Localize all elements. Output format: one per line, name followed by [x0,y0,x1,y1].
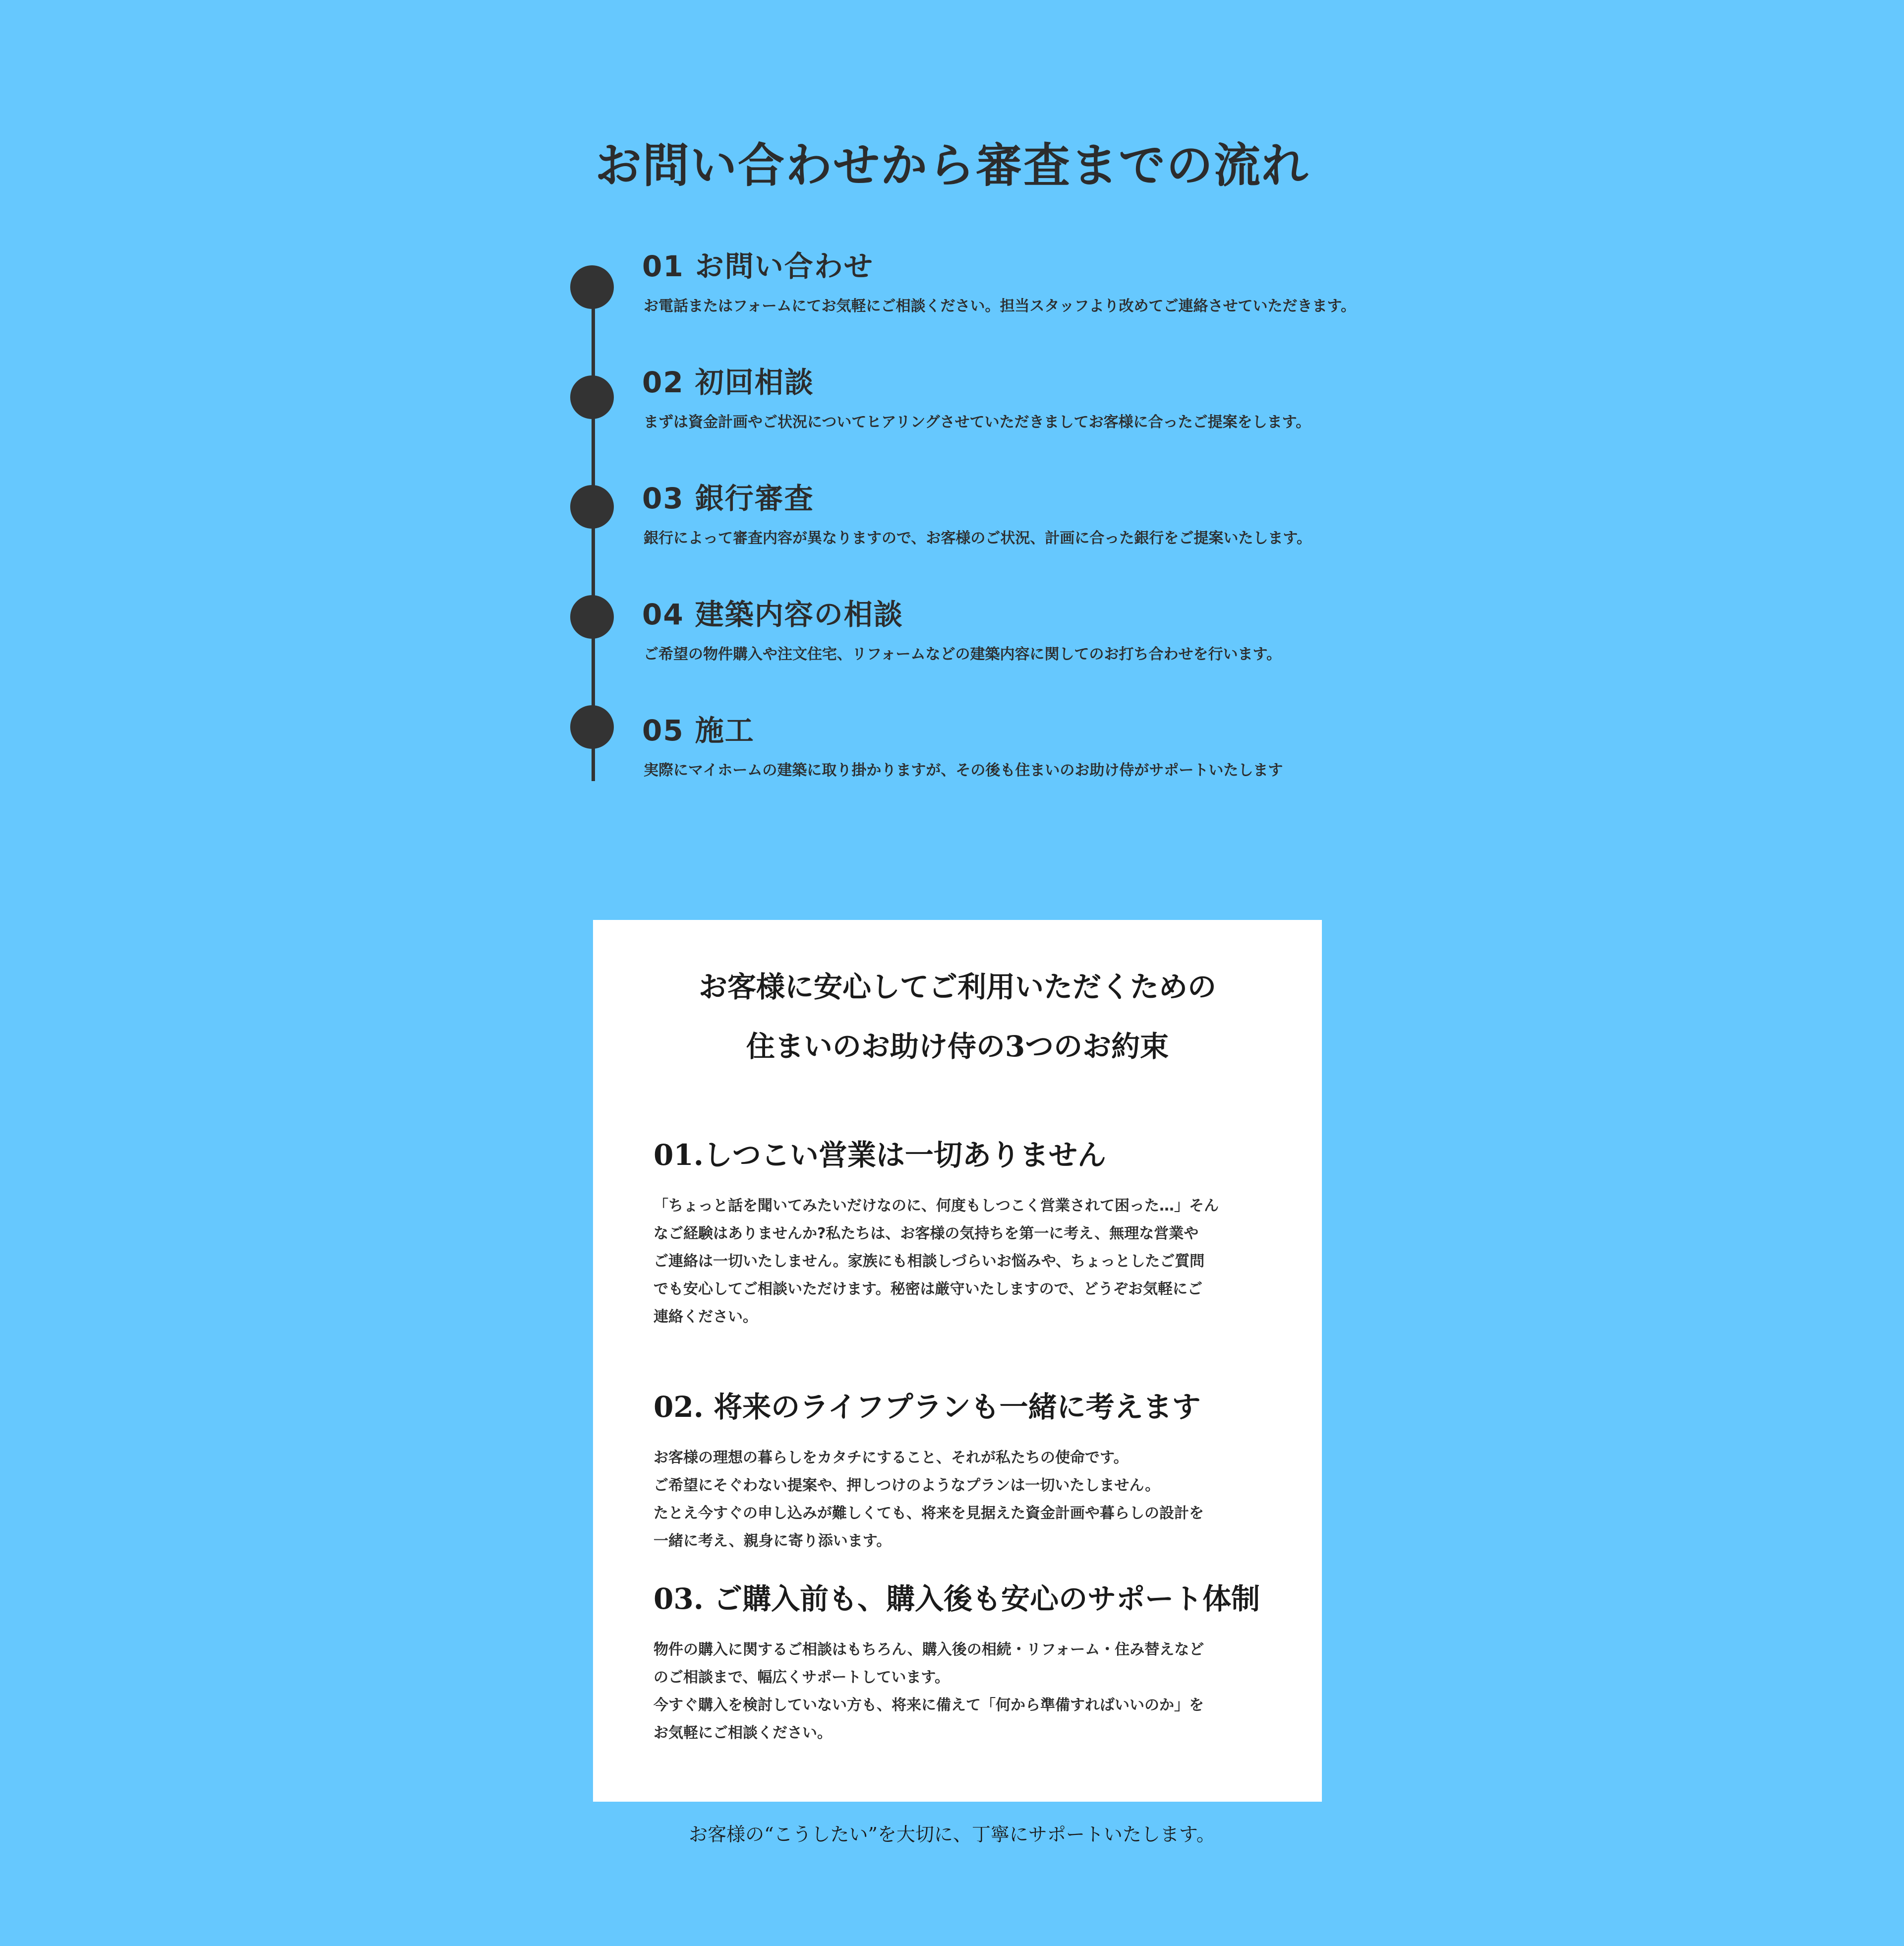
promise-text-line: 物件の購入に関するご相談はもちろん、購入後の相続・リフォーム・住み替えなど [654,1641,1204,1658]
step-title [642,475,814,517]
step-marker-dot [570,375,614,419]
step-description: お電話またはフォームにてお気軽にご相談ください。担当スタッフより改めてご連絡させていただきます。 [644,298,1356,315]
step-description: ご希望の物件購入や注文住宅、リフォームなどの建築内容に関してのお打ち合わせを行います。 [644,646,1282,663]
promise-text [654,1444,1263,1555]
promise-text-line: ご希望にそぐわない提案や、押しつけのようなプランは一切いたしません。 [654,1477,1160,1494]
promise-item-3 [654,1576,1273,1747]
flow-step-4 [570,591,1463,690]
promise-title: 03. ご購入前も、購入後も安心のサポート体制 [654,1582,1260,1616]
step-label: お問い合わせ [695,249,874,283]
step-title [642,359,814,401]
promise-text [654,1192,1263,1331]
promise-card [593,920,1322,1802]
step-title [642,243,874,285]
promise-heading-line-1: お客様に安心してご利用いただくための [698,970,1216,1004]
promise-text [654,1636,1263,1747]
flow-step-5 [570,707,1463,806]
step-label: 初回相談 [695,365,814,399]
flow-timeline [570,243,1463,803]
step-label: 建築内容の相談 [695,598,903,631]
promise-text-line: 一緒に考え、親身に寄り添います。 [654,1532,892,1550]
closing-message: お客様の“こうしたい”を大切に、丁寧にサポートいたします。 [689,1824,1215,1845]
promise-text-line: のご相談まで、幅広くサポートしています。 [654,1669,950,1686]
step-number: 05 [642,714,684,747]
step-number: 02 [642,365,684,399]
step-description: まずは資金計画やご状況についてヒアリングさせていただきましてお客様に合ったご提案をします。 [644,414,1311,431]
promise-title: 02. 将来のライフプランも一緒に考えます [654,1390,1201,1424]
step-title [642,707,755,749]
step-marker-dot [570,595,614,639]
promise-text-line: 今すぐ購入を検討していない方も、将来に備えて「何から準備すればいいのか」を [654,1697,1204,1714]
step-marker-dot [570,705,614,749]
promise-text-line: お気軽にご相談ください。 [654,1724,832,1742]
step-label: 銀行審査 [695,482,814,515]
flow-step-3 [570,475,1463,574]
step-number: 03 [642,482,684,515]
flow-step-2 [570,359,1463,458]
step-marker-dot [570,265,614,309]
promise-text-line: ご連絡は一切いたしません。家族にも相談しづらいお悩みや、ちょっとしたご質問 [654,1253,1205,1270]
step-label: 施工 [695,714,755,747]
promise-text-line: 「ちょっと話を聞いてみたいだけなのに、何度もしつこく営業されて困った…」そん [654,1197,1219,1215]
flow-title: お問い合わせから審査までの流れ [595,139,1309,193]
step-description: 銀行によって審査内容が異なりますので、お客様のご状況、計画に合った銀行をご提案いたします。 [644,530,1311,547]
promise-item-2 [654,1384,1273,1555]
flow-step-1 [570,243,1463,342]
step-number: 04 [642,598,684,631]
promise-text-line: たとえ今すぐの申し込みが難しくても、将来を見据えた資金計画や暮らしの設計を [654,1505,1204,1522]
promise-item-1 [654,1132,1273,1331]
promise-text-line: なご経験はありませんか?私たちは、お客様の気持ちを第一に考え、無理な営業や [654,1225,1199,1242]
step-title [642,591,903,633]
promise-text-line: お客様の理想の暮らしをカタチにすること、それが私たちの使命です。 [654,1449,1129,1466]
promise-text-line: でも安心してご相談いただけます。秘密は厳守いたしますので、どうぞお気軽にご [654,1280,1202,1298]
step-marker-dot [570,485,614,529]
promise-title: 01.しつこい営業は一切ありません [654,1138,1106,1172]
promise-heading-line-2: 住まいのお助け侍の3つのお約束 [746,1030,1169,1063]
step-description: 実際にマイホームの建築に取り掛かりますが、その後も住まいのお助け侍がサポートいたします [644,762,1283,779]
promise-text-line: 連絡ください。 [654,1308,758,1326]
step-number: 01 [642,249,684,283]
promise-heading [593,957,1322,1076]
